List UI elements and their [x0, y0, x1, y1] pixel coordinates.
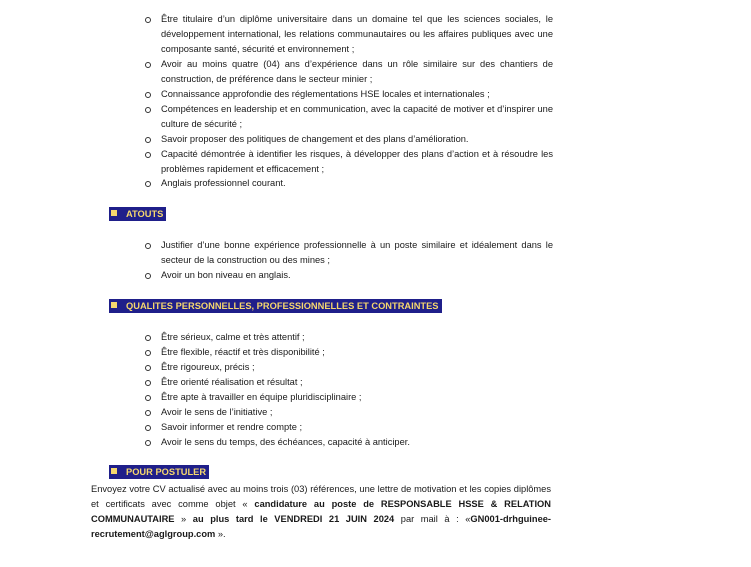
- list-item: Avoir au moins quatre (04) ans d’expérience dans un rôle similaire sur des chantiers de construction, de préférence dans le secteur minier ;: [161, 57, 553, 87]
- list-item: Être rigoureux, précis ;: [161, 360, 553, 375]
- section-heading-qualites: QUALITES PERSONNELLES, PROFESSIONNELLES ET CONTRAINTES: [109, 299, 442, 313]
- square-bullet-icon: [111, 210, 117, 216]
- section-heading-postuler: POUR POSTULER: [109, 465, 209, 479]
- list-item: Justifier d’une bonne expérience professionnelle à un poste similaire et idéalement dans le secteur de la construction ou des mines ;: [161, 238, 553, 268]
- list-item: Capacité démontrée à identifier les risques, à développer des plans d’action et à résoudre les problèmes rapidement et efficacement ;: [161, 147, 553, 177]
- apply-instructions: Envoyez votre CV actualisé avec au moins trois (03) références, une lettre de motivation et les copies diplômes et certificats avec comme objet « candidature au poste de RESPONSABLE HSSE & RELATION COMMUNAUTAIRE » au plus tard le VENDREDI 21 JUIN 2024 par mail à : «GN001-drhguinee-recrutement@aglgroup.com ».: [91, 484, 552, 539]
- list-item: Avoir le sens du temps, des échéances, capacité à anticiper.: [161, 435, 553, 450]
- list-item: Être flexible, réactif et très disponibilité ;: [161, 345, 553, 360]
- list-item: Avoir le sens de l’initiative ;: [161, 405, 553, 420]
- square-bullet-icon: [111, 468, 117, 474]
- list-item: Être sérieux, calme et très attentif ;: [161, 330, 553, 345]
- list-item: Anglais professionnel courant.: [161, 176, 553, 191]
- email-link[interactable]: GN001-drhguinee-recrutement@aglgroup.com: [91, 514, 552, 539]
- list-item: Savoir informer et rendre compte ;: [161, 420, 553, 435]
- list-item: Être orienté réalisation et résultat ;: [161, 375, 553, 390]
- list-item: Être titulaire d’un diplôme universitaire dans un domaine tel que les sciences sociales, le développement international, les relations communautaires ou les affaires publiques avec une composante santé, sécurité et environnement ;: [161, 12, 553, 57]
- square-bullet-icon: [111, 302, 117, 308]
- list-item: Avoir un bon niveau en anglais.: [161, 268, 553, 283]
- list-item: Être apte à travailler en équipe pluridisciplinaire ;: [161, 390, 553, 405]
- section-heading-atouts: ATOUTS: [109, 207, 166, 221]
- list-item: Savoir proposer des politiques de changement et des plans d’amélioration.: [161, 132, 553, 147]
- list-item: Compétences en leadership et en communication, avec la capacité de motiver et d’inspirer une culture de sécurité ;: [161, 102, 553, 132]
- list-item: Connaissance approfondie des réglementations HSE locales et internationales ;: [161, 87, 553, 102]
